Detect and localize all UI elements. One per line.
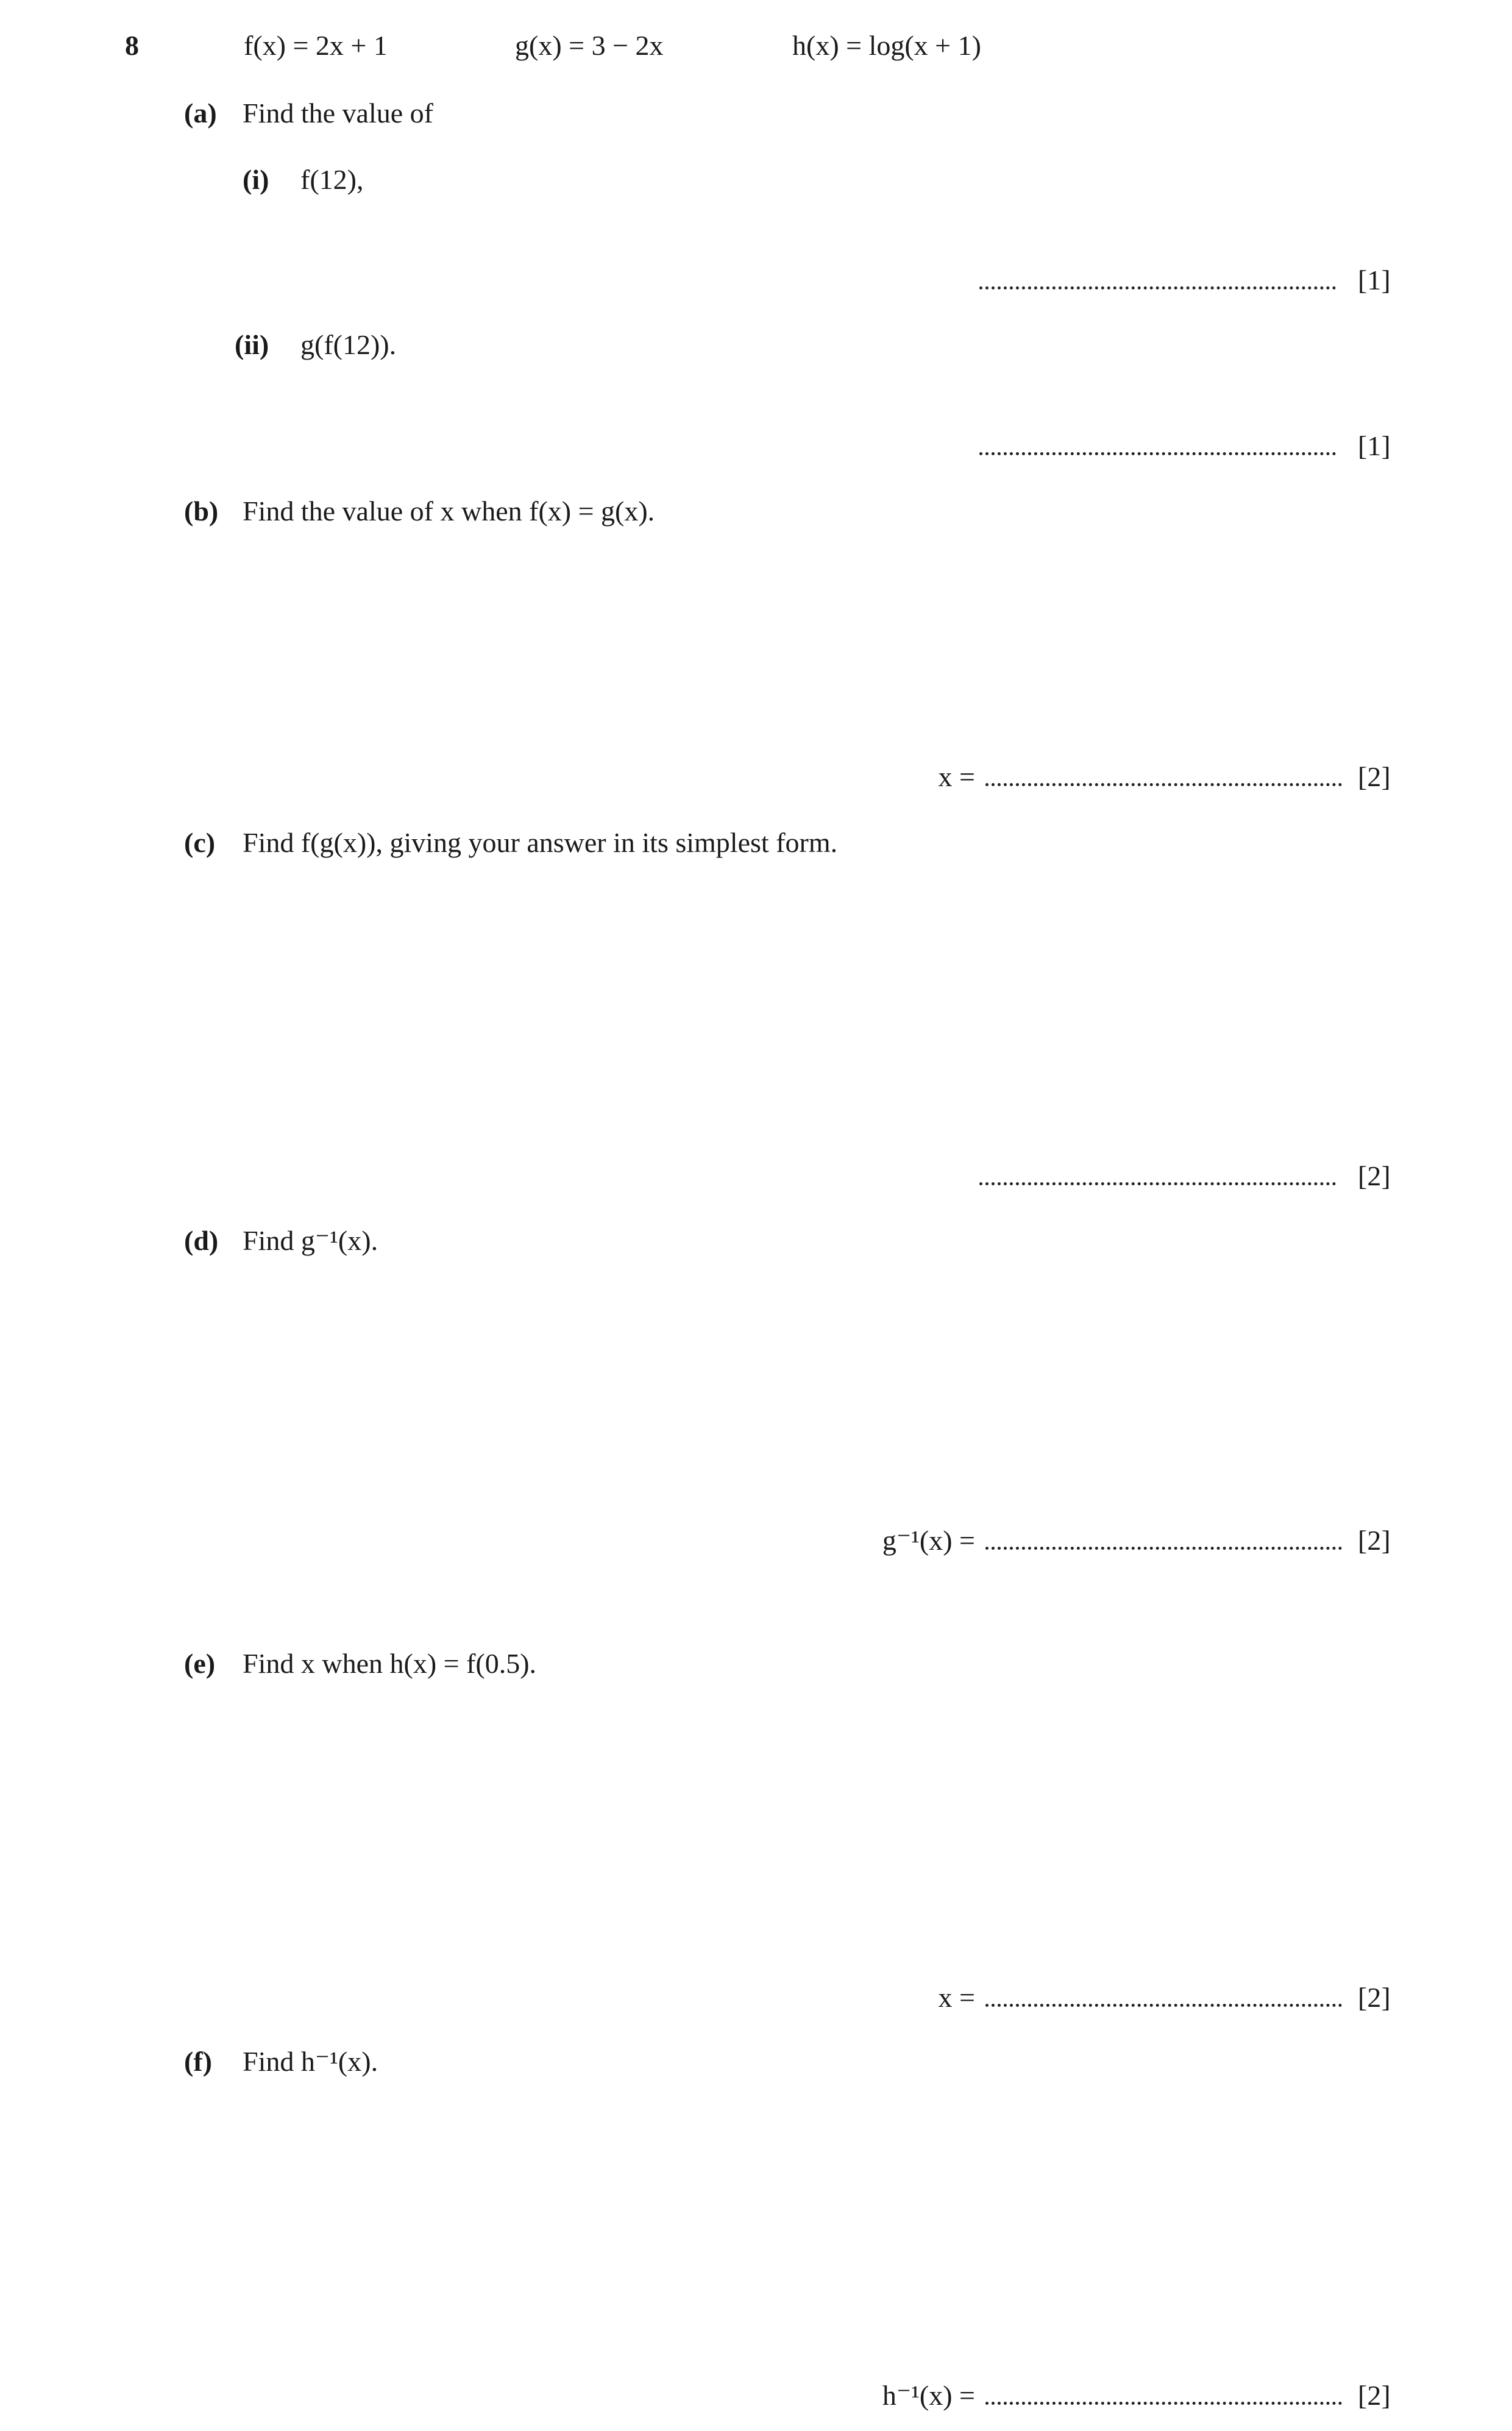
part-c-label: (c) (184, 827, 216, 858)
definition-f: f(x) = 2x + 1 (244, 30, 388, 61)
marks-d: [2] (1358, 1525, 1391, 1556)
marks-a-i: [1] (1358, 264, 1391, 296)
part-b-text: Find the value of x when f(x) = g(x). (243, 495, 655, 527)
part-a-text: Find the value of (243, 98, 433, 129)
question-number: 8 (125, 30, 139, 61)
answer-line-d[interactable] (985, 1547, 1342, 1550)
part-d-label: (d) (184, 1225, 219, 1256)
part-f-text: Find h⁻¹(x). (243, 2046, 378, 2077)
answer-line-c[interactable] (979, 1182, 1336, 1185)
marks-e: [2] (1358, 1982, 1391, 2013)
part-a-ii-label: (ii) (235, 329, 269, 360)
marks-b: [2] (1358, 761, 1391, 792)
definition-h: h(x) = log(x + 1) (792, 30, 981, 61)
part-a-i-text: f(12), (300, 164, 364, 195)
part-a-ii-text: g(f(12)). (300, 329, 397, 360)
answer-line-e[interactable] (985, 2004, 1342, 2007)
part-d-text: Find g⁻¹(x). (243, 1225, 378, 1256)
part-a-i-label: (i) (243, 164, 269, 195)
answer-prefix-d: g⁻¹(x) = (882, 1525, 975, 1556)
marks-f: [2] (1358, 2380, 1391, 2411)
part-a-label: (a) (184, 98, 217, 129)
part-e-text: Find x when h(x) = f(0.5). (243, 1648, 537, 1679)
answer-line-a-ii[interactable] (979, 452, 1336, 455)
definition-g: g(x) = 3 − 2x (515, 30, 664, 61)
answer-line-f[interactable] (985, 2402, 1342, 2405)
part-e-label: (e) (184, 1648, 216, 1679)
answer-prefix-f: h⁻¹(x) = (882, 2380, 975, 2411)
answer-prefix-e: x = (938, 1982, 975, 2013)
part-c-text: Find f(g(x)), giving your answer in its simplest form. (243, 827, 838, 858)
answer-line-b[interactable] (985, 783, 1342, 786)
marks-a-ii: [1] (1358, 430, 1391, 461)
marks-c: [2] (1358, 1160, 1391, 1191)
answer-line-a-i[interactable] (979, 286, 1336, 289)
answer-prefix-b: x = (938, 761, 975, 792)
part-f-label: (f) (184, 2046, 212, 2077)
part-b-label: (b) (184, 495, 219, 527)
